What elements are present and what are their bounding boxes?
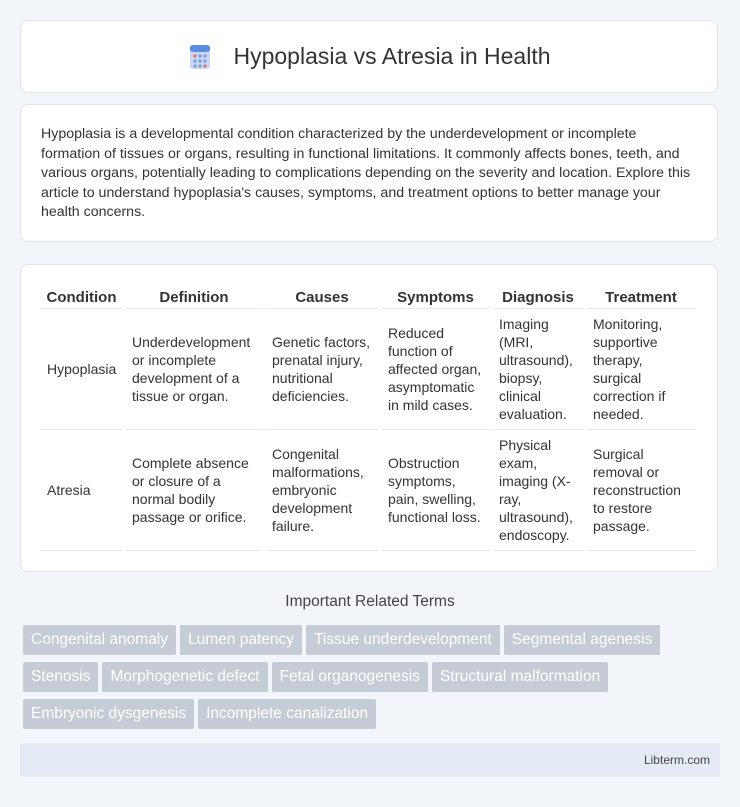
column-header: Diagnosis xyxy=(493,285,583,309)
term-tag[interactable]: Morphogenetic defect xyxy=(102,662,267,692)
table-row xyxy=(41,309,695,430)
comparison-table-card xyxy=(20,264,718,572)
table-cell: Monitoring, supportive therapy, surgical correction if needed. xyxy=(587,309,695,430)
term-tag[interactable]: Structural malformation xyxy=(432,662,608,692)
term-tag[interactable]: Congenital anomaly xyxy=(23,625,176,655)
table-cell: Hypoplasia xyxy=(41,309,122,430)
related-terms-title: Important Related Terms xyxy=(285,593,455,610)
table-cell: Physical exam, imaging (X-ray, ultrasound), endoscopy. xyxy=(493,430,583,551)
intro-card xyxy=(20,104,718,242)
term-tag[interactable]: Incomplete canalization xyxy=(198,699,376,729)
table-cell: Congenital malformations, embryonic development failure. xyxy=(266,430,378,551)
table-cell: Reduced function of affected organ, asymptomatic in mild cases. xyxy=(382,309,489,430)
table-header-row xyxy=(41,285,695,309)
term-tag[interactable]: Fetal organogenesis xyxy=(272,662,428,692)
table-cell: Genetic factors, prenatal injury, nutritional deficiencies. xyxy=(266,309,378,430)
table-cell: Underdevelopment or incomplete development of a tissue or organ. xyxy=(126,309,262,430)
table-cell: Surgical removal or reconstruction to restore passage. xyxy=(587,430,695,551)
footer xyxy=(20,743,720,777)
title-card xyxy=(20,20,718,93)
term-tag[interactable]: Stenosis xyxy=(23,662,98,692)
column-header: Definition xyxy=(126,285,262,309)
table-cell: Atresia xyxy=(41,430,122,551)
table-cell: Obstruction symptoms, pain, swelling, functional loss. xyxy=(382,430,489,551)
related-terms-list xyxy=(23,625,723,736)
column-header: Causes xyxy=(266,285,378,309)
column-header: Treatment xyxy=(587,285,695,309)
table-cell: Complete absence or closure of a normal bodily passage or orifice. xyxy=(126,430,262,551)
intro-text: Hypoplasia is a developmental condition characterized by the underdevelopment or incomplete formation of tissues or organs, resulting in functional limitations. It commonly affects bones, teeth, and various organs, potentially leading to complications depending on the severity and location. Explore this article to understand hypoplasia's causes, symptoms, and treatment options to better manage your health concerns. xyxy=(41,126,691,221)
table-cell: Imaging (MRI, ultrasound), biopsy, clinical evaluation. xyxy=(493,309,583,430)
term-tag[interactable]: Segmental agenesis xyxy=(504,625,660,655)
footer-site-link[interactable]: Libterm.com xyxy=(643,753,710,767)
comparison-table xyxy=(37,285,699,551)
calculator-icon xyxy=(187,44,213,70)
term-tag[interactable]: Lumen patency xyxy=(180,625,302,655)
page-title: Hypoplasia vs Atresia in Health xyxy=(233,43,551,69)
column-header: Symptoms xyxy=(382,285,489,309)
term-tag[interactable]: Embryonic dysgenesis xyxy=(23,699,194,729)
table-row xyxy=(41,430,695,551)
column-header: Condition xyxy=(41,285,122,309)
term-tag[interactable]: Tissue underdevelopment xyxy=(306,625,500,655)
